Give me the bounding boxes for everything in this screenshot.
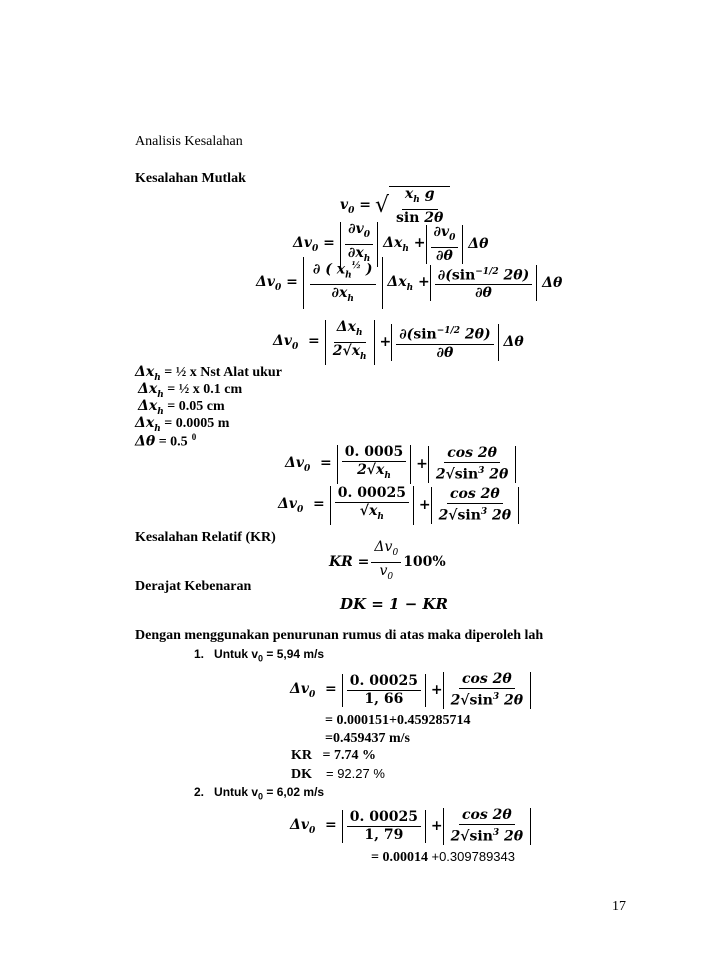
case-1-kr: KR = 7.74 % xyxy=(291,748,376,763)
equation-delta-v0-5: $\Delta v_0$ = $\frac{0. 00025}{√x_h}$ + $\frac{\cos 2\theta}{2√\sin^3 2\theta}$ xyxy=(278,486,519,525)
delta-xh-4: $\Delta x_h = 0.0005$ m xyxy=(135,415,230,434)
case-1-dk: DK = 92.27 % xyxy=(291,766,385,782)
delta-xh-1: $\Delta x_h$ = ½ x Nst Alat ukur xyxy=(135,364,282,383)
page-number: 17 xyxy=(612,899,626,914)
delta-xh-2: $\Delta x_h$ = ½ x 0.1 cm xyxy=(138,381,243,400)
case-2-label: 2. Untuk $v_0 = 6,02$ m/s xyxy=(194,785,325,802)
equation-delta-v0-4: $\Delta v_0$ = $\frac{0. 0005}{2√x_h}$ + $\frac{\cos 2\theta}{2√\sin^3 2\theta}$ xyxy=(285,445,516,484)
section-kesalahan-mutlak: Kesalahan Mutlak xyxy=(135,171,246,186)
equation-kr: KR = $\frac{\Delta v_0}{v_0}$ 100% xyxy=(329,539,446,582)
case-1-label: 1. Untuk $v_0 = 5,94$ m/s xyxy=(194,647,325,664)
equation-v0: $v_0$ = √ $\frac{x_h g}{\sin 2\theta}$ xyxy=(340,186,450,226)
section-kesalahan-relatif: Kesalahan Relatif (KR) xyxy=(135,530,276,545)
section-derajat-kebenaran: Derajat Kebenaran xyxy=(135,579,252,594)
equation-delta-v0-1: $\Delta v_0$ = $\frac{\partial v_0}{\partial x_h}$ $\Delta x_h$ + $\frac{\partial v_0}{\partial\theta}$ Δθ xyxy=(293,222,488,267)
equation-delta-v0-3: $\Delta v_0$ = $\frac{\Delta x_h}{2√x_h}$ + $\frac{\partial(\sin^{-1/2} 2\theta)}{\partial\theta}$ Δθ xyxy=(273,320,524,365)
equation-case-2: $\Delta v_0$ = $\frac{0. 00025}{1, 79}$ + $\frac{\cos 2\theta}{2√\sin^3 2\theta}$ xyxy=(290,808,531,845)
equation-delta-v0-2: $\Delta v_0$ = $\frac{\partial ( x_h^{\frac{1}{2}} )}{\partial x_h}$ $\Delta x_h$ + $\frac{\partial(\sin^{-1/2} 2\theta)}{\partial\theta}$ Δθ xyxy=(256,257,562,309)
equation-dk: DK = 1 − KR xyxy=(340,595,449,613)
delta-theta: Δθ = 0.5 $^0$ xyxy=(135,432,197,450)
delta-xh-3: $\Delta x_h = 0.05$ cm xyxy=(138,398,225,417)
case-2-result-line-1: = 0.00014 +0.309789343 xyxy=(371,849,515,865)
equation-case-1: $\Delta v_0$ = $\frac{0. 00025}{1, 66}$ + $\frac{\cos 2\theta}{2√\sin^3 2\theta}$ xyxy=(290,672,531,709)
case-1-result-line-2: =0.459437 m/s xyxy=(325,731,410,746)
page-heading: Analisis Kesalahan xyxy=(135,134,243,149)
case-1-result-line-1: = 0.000151+0.459285714 xyxy=(325,713,471,728)
intro-text: Dengan menggunakan penurunan rumus di atas maka diperoleh lah xyxy=(135,628,544,643)
